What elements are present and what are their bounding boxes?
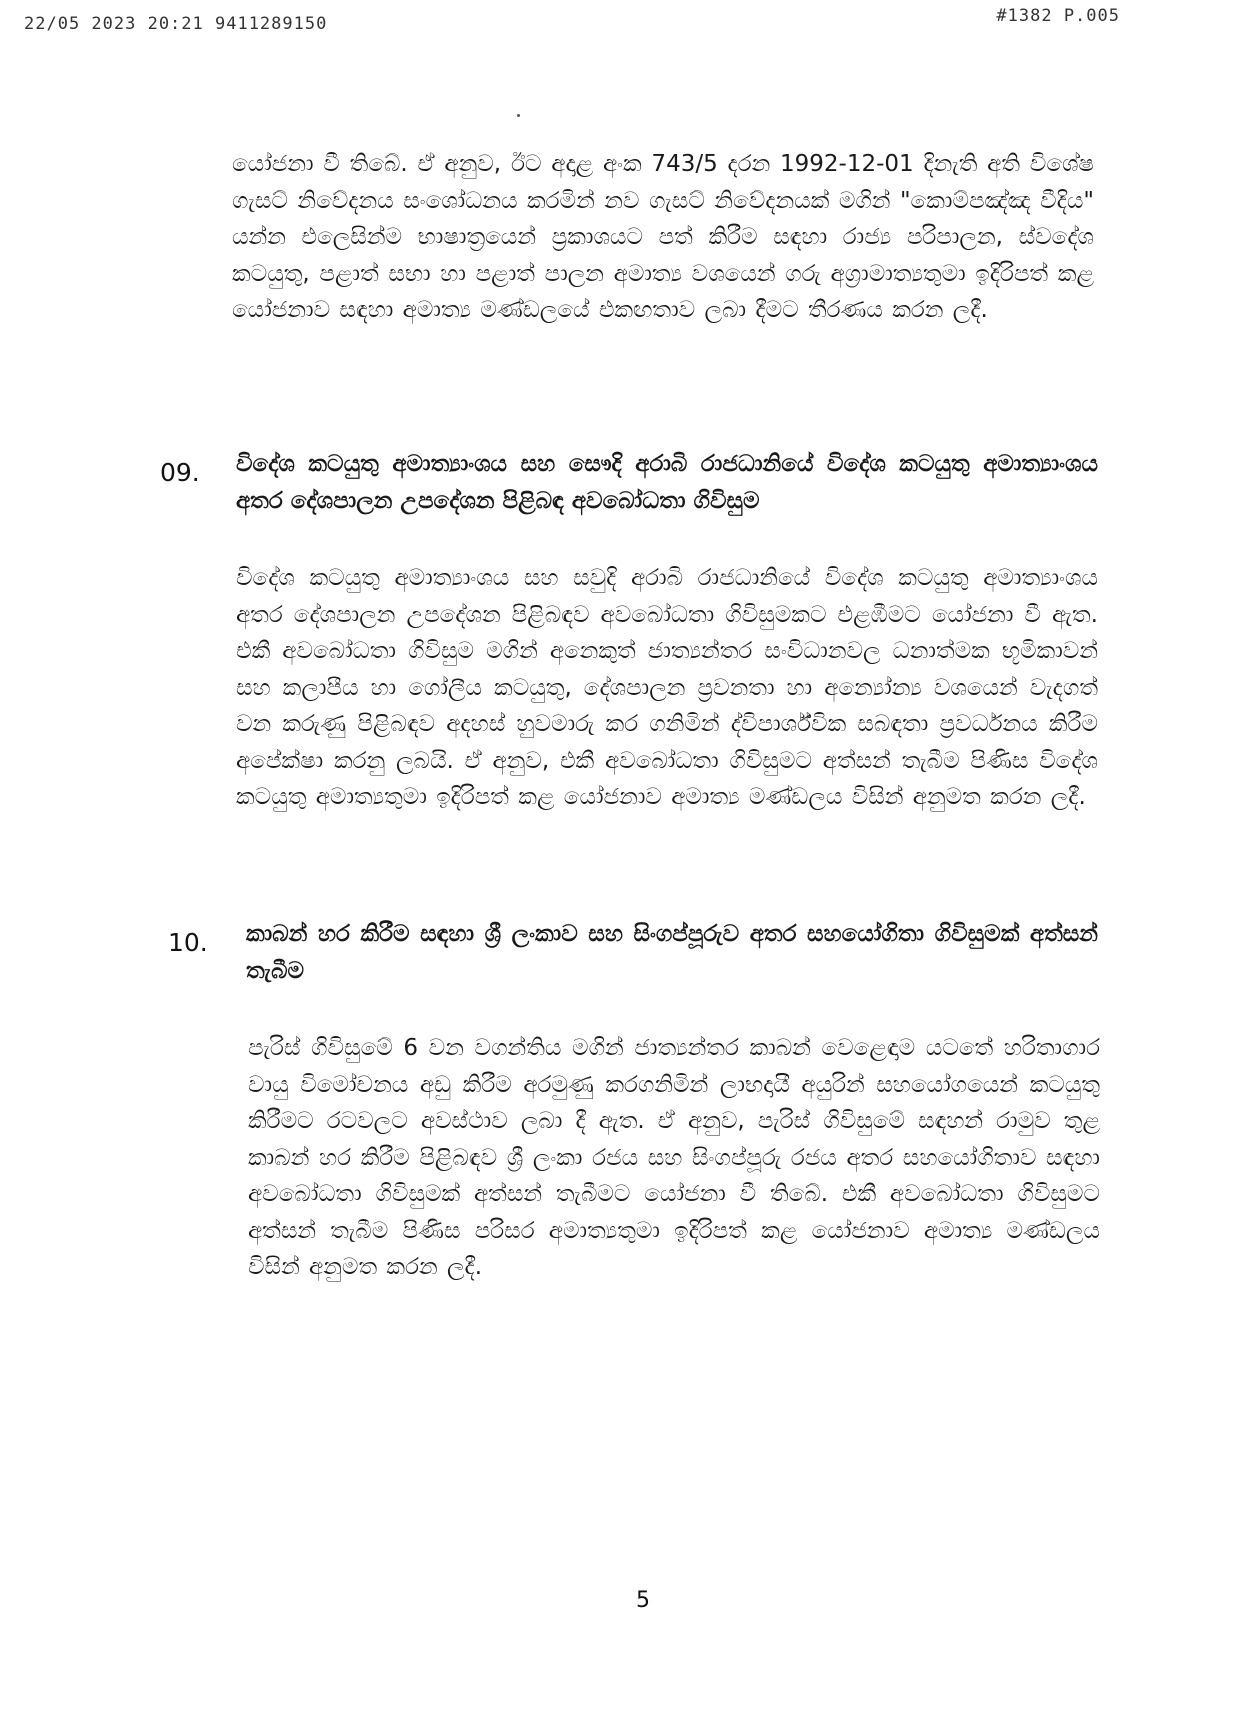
scan-speck bbox=[517, 114, 520, 117]
intro-paragraph: යෝජනා වී තිබේ. ඒ අනුව, ඊට අදාළ අංක 743/5 දරන 1992-12-01 දිනැති අති විශේෂ ගැසට් නිවේදනය සංශෝධනය කරමින් නව ගැසට් නිවේදනයක් මගින් "කොම්පඤ්ඤ වීදිය" යන්න එලෙසින්ම භාෂාත්‍රයෙන් ප්‍රකාශයට පත් කිරීම සඳහා රාජ්‍ය පරිපාලන, ස්වදේශ කටයුතු, පළාත් සභා හා පළාත් පාලන අමාත්‍ය වශයෙන් ගරු අග්‍රාමාත්‍යතුමා ඉදිරිපත් කළ යෝජනාව සඳහා අමාත්‍ය මණ්ඩලයේ එකඟතාව ලබා දීමට තීරණය කරන ලදී. bbox=[232, 151, 1094, 323]
section-title-10: කාබන් හර කිරීම සඳහා ශ්‍රී ලංකාව සහ සිංගප්පූරුව අතර සහයෝගිතා ගිවිසුමක් අත්සන් තැබීම bbox=[246, 921, 1098, 984]
fax-header-left: 22/05 2023 20:21 9411289150 bbox=[24, 14, 328, 34]
section-title-09: විදේශ කටයුතු අමාත්‍යාංශය සහ සෞදි අරාබි රාජධානියේ විදේශ කටයුතු අමාත්‍යාංශය අතර දේශපාලන උපදේශන පිළිබඳ අවබෝධතා ගිවිසුම bbox=[236, 451, 1098, 514]
section-number-10: 10. bbox=[168, 928, 208, 957]
fax-header-right: #1382 P.005 bbox=[996, 6, 1120, 26]
section-number-09: 09. bbox=[160, 458, 200, 487]
section-body-10: පැරිස් ගිවිසුමේ 6 වන වගන්තිය මගින් ජාත්‍යන්තර කාබන් වෙළෙඳාම යටතේ හරිතාගාර වායු විමෝචනය අඩු කිරීම අරමුණු කරගනිමින් ලාභදායී අයුරින් සහයෝගයෙන් කටයුතු කිරීමට රටවලට අවස්ථාව ලබා දී ඇත. ඒ අනුව, පැරිස් ගිවිසුමේ සඳහන් රාමුව තුළ කාබන් හර කිරීම පිළිබඳව ශ්‍රී ලංකා රජය සහ සිංගප්පූරු රජය අතර සහයෝගිතාව සඳහා අවබෝධතා ගිවිසුමක් අත්සන් තැබීමට යෝජනා වී තිබේ. එකී අවබෝධතා ගිවිසුමට අත්සන් තැබීම පිණිස පරිසර අමාත්‍යතුමා ඉදිරිපත් කළ යෝජනාව අමාත්‍ය මණ්ඩලය විසින් අනුමත කරන ලදී. bbox=[248, 1035, 1100, 1280]
page-number: 5 bbox=[636, 1588, 650, 1613]
section-body-09: විදේශ කටයුතු අමාත්‍යාංශය සහ සවුදි අරාබි රාජධානියේ විදේශ කටයුතු අමාත්‍යාංශය අතර දේශපාලන උපදේශන පිළිබඳව අවබෝධතා ගිවිසුමකට එළඹීමට යෝජනා වී ඇත. එකී අවබෝධතා ගිවිසුම මගින් අනෙකුත් ජාත්‍යන්තර සංවිධානවල ධනාත්මක භූමිකාවන් සහ කලාපීය හා ගෝලීය කටයුතු, දේශපාලන ප්‍රවනතා හා අන්‍යෝන්‍ය වශයෙන් වැදගත් වන කරුණු පිළිබඳව අදහස් හුවමාරු කර ගනිමින් ද්විපාර්ශ්වික සබඳතා ප්‍රවර්ධනය කිරීම අපේක්ෂා කරනු ලබයි. ඒ අනුව, එකී අවබෝධතා ගිවිසුමට අත්සන් තැබීම පිණිස විදේශ කටයුතු අමාත්‍යතුමා ඉදිරිපත් කළ යෝජනාව අමාත්‍ය මණ්ඩලය විසින් අනුමත කරන ලදී. bbox=[236, 565, 1098, 810]
